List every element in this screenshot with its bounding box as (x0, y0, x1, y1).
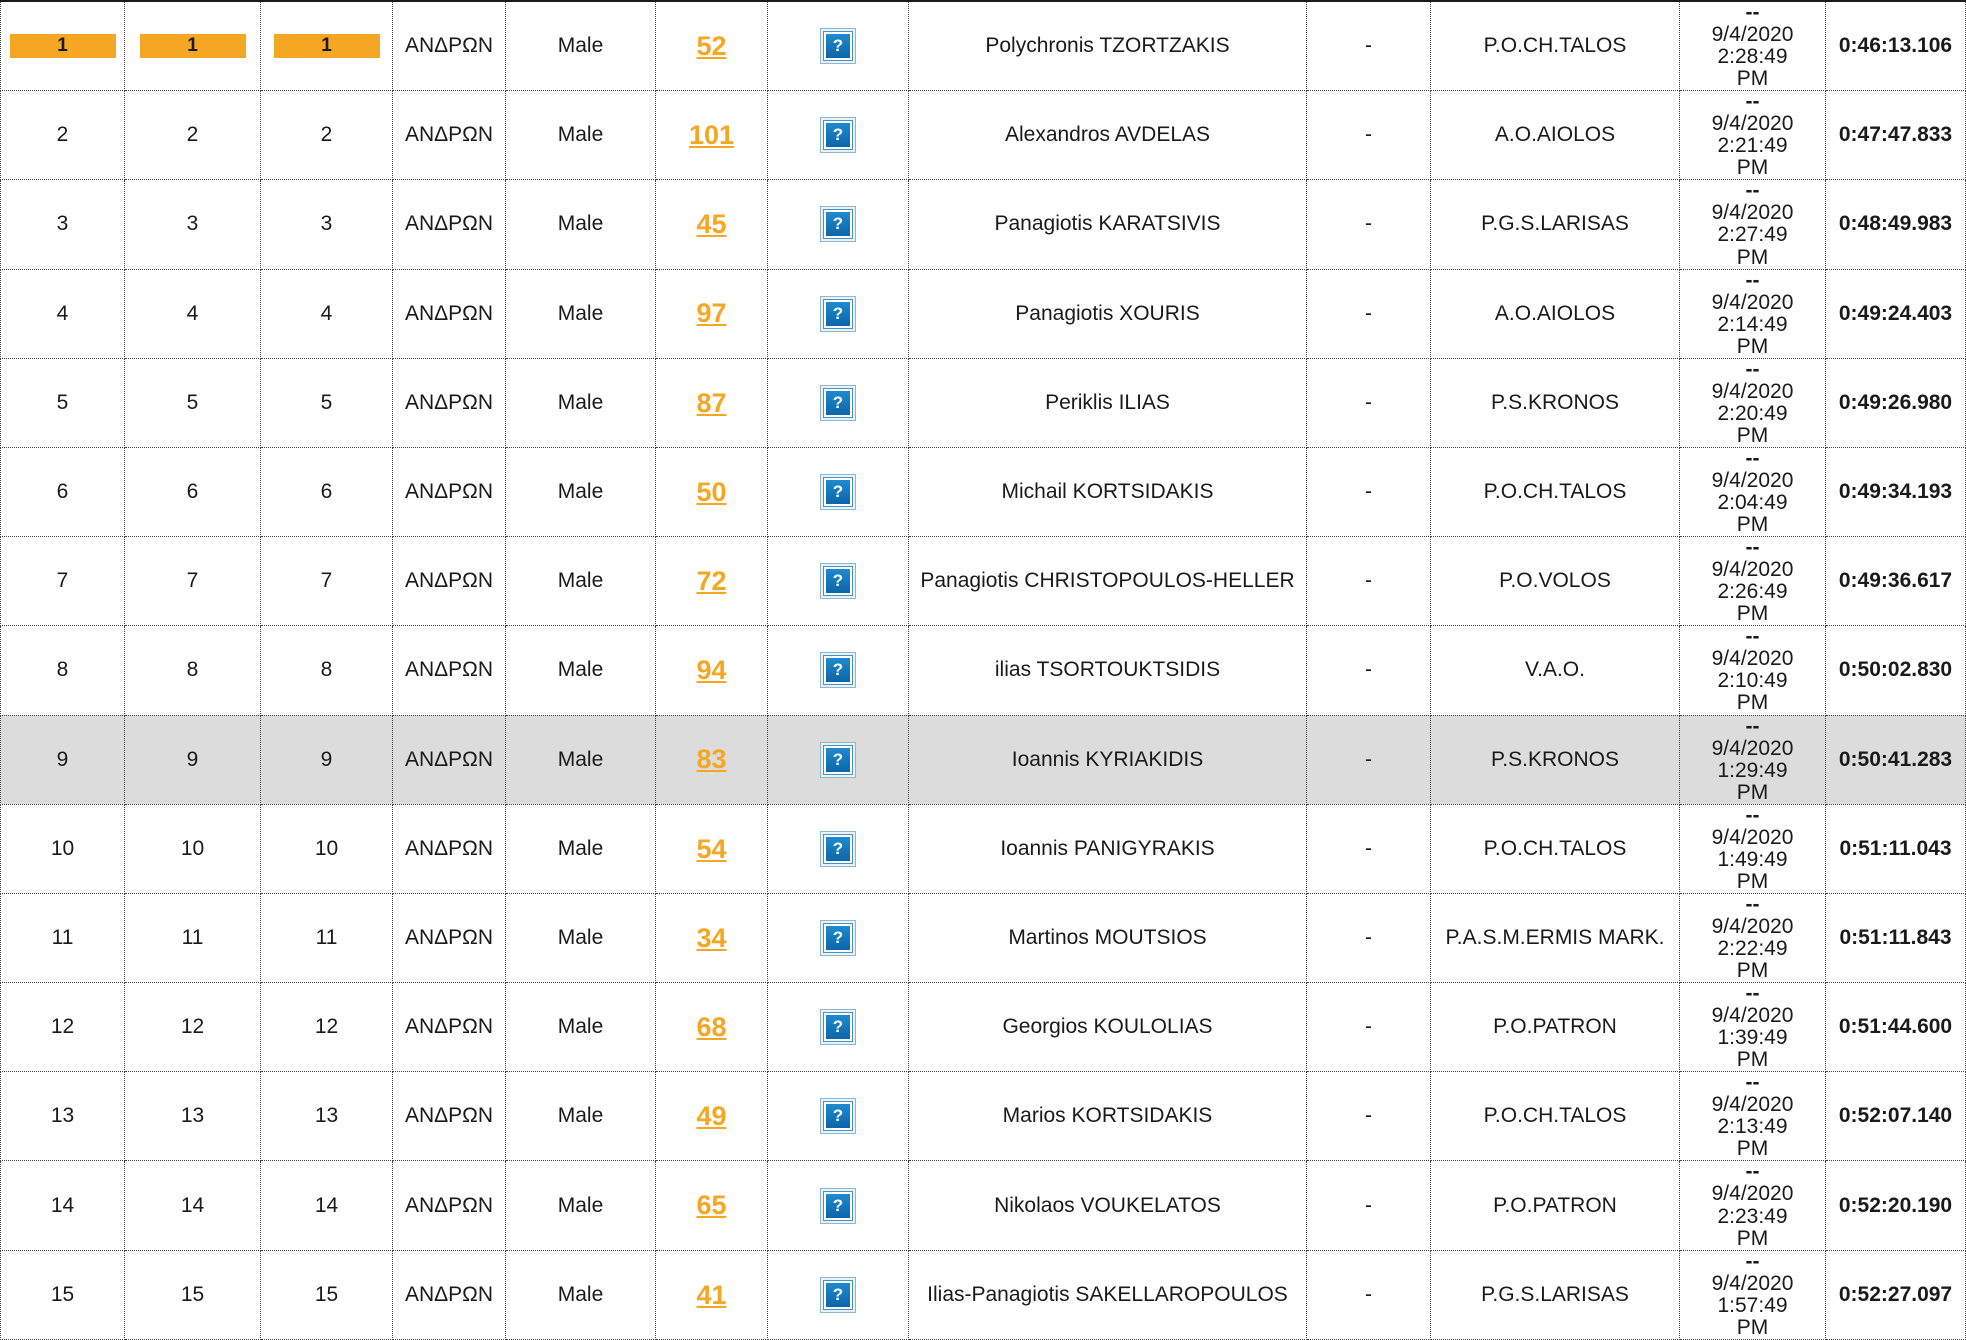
elapsed-time: 0:51:11.843 (1826, 893, 1966, 982)
country: - (1307, 269, 1431, 358)
gender: Male (506, 1250, 656, 1339)
gender: Male (506, 537, 656, 626)
gender-position: 4 (261, 269, 393, 358)
athlete-name: Ilias-Panagiotis SAKELLAROPOULOS (909, 1250, 1307, 1339)
category: ΑΝΔΡΩΝ (393, 447, 506, 536)
elapsed-time: 0:50:41.283 (1826, 715, 1966, 804)
time-of-day-cell (1680, 447, 1826, 536)
gender-position: 7 (261, 537, 393, 626)
question-mark-glyph: ? (824, 300, 852, 328)
question-mark-icon[interactable] (820, 920, 856, 956)
time-date: 9/4/2020 2:20:49 (1711, 379, 1794, 425)
question-mark-icon[interactable] (820, 742, 856, 778)
category: ΑΝΔΡΩΝ (393, 358, 506, 447)
overall-position (1, 1, 125, 91)
elapsed-time: 0:50:02.830 (1826, 626, 1966, 715)
time-placeholder: -- (1745, 1, 1760, 24)
country: - (1307, 91, 1431, 180)
info-cell (768, 1250, 909, 1339)
gender-position: 3 (261, 180, 393, 269)
overall-position: 15 (1, 1250, 125, 1339)
category-position: 8 (125, 626, 261, 715)
athlete-name: Michail KORTSIDAKIS (909, 447, 1307, 536)
overall-position: 7 (1, 537, 125, 626)
country: - (1307, 358, 1431, 447)
time-placeholder: -- (1745, 803, 1760, 827)
question-mark-glyph: ? (824, 1102, 852, 1130)
athlete-name: Marios KORTSIDAKIS (909, 1072, 1307, 1161)
info-cell (768, 893, 909, 982)
time-of-day-cell (1680, 91, 1826, 180)
time-of-day-cell (1680, 1250, 1826, 1339)
time-placeholder: -- (1745, 179, 1760, 203)
bib-link[interactable]: 49 (696, 1101, 727, 1132)
bib-link[interactable]: 50 (696, 476, 727, 507)
club: P.S.KRONOS (1431, 715, 1680, 804)
category-position: 4 (125, 269, 261, 358)
gender-position: 14 (261, 1161, 393, 1250)
question-mark-icon[interactable] (820, 385, 856, 421)
bib-link[interactable]: 52 (696, 30, 727, 61)
athlete-name: ilias TSORTOUKTSIDIS (909, 626, 1307, 715)
time-of-day-cell (1680, 1072, 1826, 1161)
bib-link[interactable]: 65 (696, 1190, 727, 1221)
athlete-name: Polychronis TZORTZAKIS (909, 1, 1307, 91)
athlete-name: Martinos MOUTSIOS (909, 893, 1307, 982)
country: - (1307, 1072, 1431, 1161)
question-mark-icon[interactable] (820, 1277, 856, 1313)
time-date: 9/4/2020 1:57:49 (1711, 1271, 1794, 1317)
club: P.O.CH.TALOS (1431, 804, 1680, 893)
club: P.O.CH.TALOS (1431, 1, 1680, 91)
time-ampm: PM (1736, 156, 1769, 180)
time-date: 9/4/2020 1:49:49 (1711, 825, 1794, 871)
elapsed-time: 0:52:20.190 (1826, 1161, 1966, 1250)
time-of-day-cell (1680, 804, 1826, 893)
category: ΑΝΔΡΩΝ (393, 1250, 506, 1339)
country: - (1307, 893, 1431, 982)
category: ΑΝΔΡΩΝ (393, 91, 506, 180)
country: - (1307, 537, 1431, 626)
gender-position (261, 1, 393, 91)
bib-cell (656, 1161, 768, 1250)
info-cell (768, 804, 909, 893)
club: P.O.PATRON (1431, 983, 1680, 1072)
category-position: 14 (125, 1161, 261, 1250)
country: - (1307, 180, 1431, 269)
bib-cell (656, 91, 768, 180)
category: ΑΝΔΡΩΝ (393, 537, 506, 626)
info-cell (768, 715, 909, 804)
table-row[interactable] (1, 358, 1966, 447)
time-date: 9/4/2020 1:29:49 (1711, 736, 1794, 782)
elapsed-time: 0:51:11.043 (1826, 804, 1966, 893)
category-position: 3 (125, 180, 261, 269)
gender: Male (506, 715, 656, 804)
category: ΑΝΔΡΩΝ (393, 626, 506, 715)
table-row[interactable] (1, 447, 1966, 536)
athlete-name: Georgios KOULOLIAS (909, 983, 1307, 1072)
gender-position: 5 (261, 358, 393, 447)
club: A.O.AIOLOS (1431, 269, 1680, 358)
time-placeholder: -- (1745, 536, 1760, 560)
info-cell (768, 537, 909, 626)
question-mark-glyph: ? (824, 389, 852, 417)
overall-position: 3 (1, 180, 125, 269)
bib-link[interactable]: 54 (696, 833, 727, 864)
time-date: 9/4/2020 1:39:49 (1711, 1004, 1794, 1050)
gender: Male (506, 1072, 656, 1161)
club: P.G.S.LARISAS (1431, 180, 1680, 269)
category: ΑΝΔΡΩΝ (393, 893, 506, 982)
overall-position: 4 (1, 269, 125, 358)
gender: Male (506, 358, 656, 447)
time-ampm: PM (1736, 869, 1769, 893)
gender-position: 8 (261, 626, 393, 715)
category: ΑΝΔΡΩΝ (393, 180, 506, 269)
time-date: 9/4/2020 2:23:49 (1711, 1182, 1794, 1228)
time-placeholder: -- (1745, 90, 1760, 114)
question-mark-glyph: ? (824, 924, 852, 952)
gender: Male (506, 269, 656, 358)
table-row[interactable] (1, 269, 1966, 358)
bib-cell (656, 893, 768, 982)
time-placeholder: -- (1745, 714, 1760, 738)
category-position-badge: 1 (140, 34, 246, 58)
category: ΑΝΔΡΩΝ (393, 1161, 506, 1250)
question-mark-glyph: ? (824, 210, 852, 238)
info-cell (768, 91, 909, 180)
time-of-day-cell (1680, 1161, 1826, 1250)
category-position: 12 (125, 983, 261, 1072)
gender: Male (506, 1161, 656, 1250)
time-date: 9/4/2020 2:28:49 (1711, 23, 1794, 69)
question-mark-glyph: ? (824, 1013, 852, 1041)
club: P.S.KRONOS (1431, 358, 1680, 447)
gender: Male (506, 91, 656, 180)
time-date: 9/4/2020 2:21:49 (1711, 112, 1794, 158)
time-placeholder: -- (1745, 892, 1760, 916)
overall-position: 8 (1, 626, 125, 715)
time-of-day-cell (1680, 715, 1826, 804)
question-mark-glyph: ? (824, 656, 852, 684)
bib-cell (656, 447, 768, 536)
gender-position: 6 (261, 447, 393, 536)
time-ampm: PM (1736, 691, 1769, 715)
bib-cell (656, 1072, 768, 1161)
table-row[interactable] (1, 91, 1966, 180)
gender: Male (506, 626, 656, 715)
time-placeholder: -- (1745, 357, 1760, 381)
info-cell (768, 1072, 909, 1161)
overall-position-badge: 1 (10, 34, 116, 58)
bib-link[interactable]: 72 (696, 566, 727, 597)
question-mark-icon[interactable] (820, 1188, 856, 1224)
question-mark-icon[interactable] (820, 474, 856, 510)
overall-position: 12 (1, 983, 125, 1072)
category: ΑΝΔΡΩΝ (393, 1, 506, 91)
bib-link[interactable]: 94 (696, 655, 727, 686)
time-of-day-cell (1680, 626, 1826, 715)
category: ΑΝΔΡΩΝ (393, 983, 506, 1072)
overall-position: 10 (1, 804, 125, 893)
category-position: 11 (125, 893, 261, 982)
time-ampm: PM (1736, 1048, 1769, 1072)
time-placeholder: -- (1745, 1160, 1760, 1184)
time-of-day-cell (1680, 180, 1826, 269)
elapsed-time: 0:47:47.833 (1826, 91, 1966, 180)
club: P.G.S.LARISAS (1431, 1250, 1680, 1339)
country: - (1307, 1, 1431, 91)
time-placeholder: -- (1745, 268, 1760, 292)
results-body (1, 1, 1966, 1339)
bib-link[interactable]: 45 (696, 209, 727, 240)
bib-link[interactable]: 41 (696, 1279, 727, 1310)
gender-position: 15 (261, 1250, 393, 1339)
question-mark-icon[interactable] (820, 117, 856, 153)
overall-position: 6 (1, 447, 125, 536)
info-cell (768, 1161, 909, 1250)
overall-position: 14 (1, 1161, 125, 1250)
category: ΑΝΔΡΩΝ (393, 715, 506, 804)
bib-cell (656, 804, 768, 893)
category: ΑΝΔΡΩΝ (393, 1072, 506, 1161)
time-placeholder: -- (1745, 1249, 1760, 1273)
time-ampm: PM (1736, 780, 1769, 804)
elapsed-time: 0:48:49.983 (1826, 180, 1966, 269)
time-date: 9/4/2020 2:04:49 (1711, 468, 1794, 515)
time-ampm: PM (1736, 245, 1769, 269)
time-date: 9/4/2020 2:26:49 (1711, 558, 1794, 604)
bib-cell (656, 983, 768, 1072)
overall-position: 2 (1, 91, 125, 180)
country: - (1307, 1250, 1431, 1339)
country: - (1307, 715, 1431, 804)
category-position (125, 1, 261, 91)
club: A.O.AIOLOS (1431, 91, 1680, 180)
country: - (1307, 983, 1431, 1072)
time-placeholder: -- (1745, 982, 1760, 1006)
bib-link[interactable]: 87 (696, 387, 727, 418)
table-row[interactable] (1, 1072, 1966, 1161)
time-of-day-cell (1680, 983, 1826, 1072)
gender-position: 13 (261, 1072, 393, 1161)
table-row[interactable] (1, 1, 1966, 91)
gender-position-badge: 1 (274, 34, 380, 58)
question-mark-glyph: ? (824, 835, 852, 863)
category-position: 6 (125, 447, 261, 536)
gender: Male (506, 447, 656, 536)
time-of-day-cell (1680, 358, 1826, 447)
time-date: 9/4/2020 2:27:49 (1711, 201, 1794, 247)
category-position: 10 (125, 804, 261, 893)
time-placeholder: -- (1745, 1071, 1760, 1095)
time-placeholder: -- (1745, 625, 1760, 649)
category: ΑΝΔΡΩΝ (393, 269, 506, 358)
gender-position: 11 (261, 893, 393, 982)
club: P.A.S.M.ERMIS MARK. (1431, 893, 1680, 982)
athlete-name: Periklis ILIAS (909, 358, 1307, 447)
question-mark-icon[interactable] (820, 206, 856, 242)
bib-cell (656, 537, 768, 626)
athlete-name: Ioannis KYRIAKIDIS (909, 715, 1307, 804)
table-row[interactable] (1, 626, 1966, 715)
bib-link[interactable]: 68 (696, 1011, 727, 1042)
gender: Male (506, 804, 656, 893)
elapsed-time: 0:51:44.600 (1826, 983, 1966, 1072)
time-ampm: PM (1736, 1315, 1769, 1339)
question-mark-icon[interactable] (820, 28, 856, 64)
overall-position: 11 (1, 893, 125, 982)
bib-cell (656, 626, 768, 715)
bib-cell (656, 715, 768, 804)
time-ampm: PM (1736, 959, 1769, 983)
elapsed-time: 0:49:24.403 (1826, 269, 1966, 358)
overall-position: 9 (1, 715, 125, 804)
question-mark-icon[interactable] (820, 652, 856, 688)
time-date: 9/4/2020 2:14:49 (1711, 290, 1794, 336)
question-mark-glyph: ? (824, 1281, 852, 1309)
athlete-name: Panagiotis CHRISTOPOULOS-HELLER (909, 537, 1307, 626)
question-mark-glyph: ? (824, 121, 852, 149)
question-mark-icon[interactable] (820, 1009, 856, 1045)
time-ampm: PM (1736, 334, 1769, 358)
info-cell (768, 1, 909, 91)
table-row[interactable] (1, 1161, 1966, 1250)
gender-position: 10 (261, 804, 393, 893)
question-mark-glyph: ? (824, 478, 852, 506)
elapsed-time: 0:52:07.140 (1826, 1072, 1966, 1161)
bib-cell (656, 1250, 768, 1339)
club: P.O.VOLOS (1431, 537, 1680, 626)
question-mark-icon[interactable] (820, 296, 856, 332)
category-position: 13 (125, 1072, 261, 1161)
question-mark-glyph: ? (824, 746, 852, 774)
time-ampm: PM (1736, 513, 1769, 537)
category-position: 7 (125, 537, 261, 626)
category-position: 15 (125, 1250, 261, 1339)
gender-position: 2 (261, 91, 393, 180)
country: - (1307, 447, 1431, 536)
bib-link[interactable]: 97 (696, 298, 727, 329)
time-placeholder: -- (1745, 446, 1760, 470)
gender-position: 9 (261, 715, 393, 804)
gender-position: 12 (261, 983, 393, 1072)
gender: Male (506, 893, 656, 982)
country: - (1307, 804, 1431, 893)
bib-cell (656, 358, 768, 447)
bib-link[interactable]: 83 (696, 744, 727, 775)
time-date: 9/4/2020 2:22:49 (1711, 914, 1794, 960)
question-mark-glyph: ? (824, 32, 852, 60)
info-cell (768, 180, 909, 269)
time-of-day-cell (1680, 537, 1826, 626)
elapsed-time: 0:49:26.980 (1826, 358, 1966, 447)
table-row[interactable] (1, 983, 1966, 1072)
question-mark-icon[interactable] (820, 1098, 856, 1134)
athlete-name: Panagiotis KARATSIVIS (909, 180, 1307, 269)
category-position: 9 (125, 715, 261, 804)
country: - (1307, 1161, 1431, 1250)
time-ampm: PM (1736, 602, 1769, 626)
time-ampm: PM (1736, 67, 1769, 91)
time-date: 9/4/2020 2:10:49 (1711, 647, 1794, 693)
elapsed-time: 0:46:13.106 (1826, 1, 1966, 91)
time-of-day-cell (1680, 1, 1826, 91)
elapsed-time: 0:49:34.193 (1826, 447, 1966, 536)
time-of-day-cell (1680, 269, 1826, 358)
bib-link[interactable]: 101 (688, 120, 735, 151)
question-mark-icon[interactable] (820, 563, 856, 599)
gender: Male (506, 983, 656, 1072)
gender: Male (506, 1, 656, 91)
time-date: 9/4/2020 2:13:49 (1711, 1093, 1794, 1139)
question-mark-glyph: ? (824, 567, 852, 595)
club: P.O.CH.TALOS (1431, 447, 1680, 536)
club: V.A.O. (1431, 626, 1680, 715)
elapsed-time: 0:49:36.617 (1826, 537, 1966, 626)
country: - (1307, 626, 1431, 715)
question-mark-glyph: ? (824, 1192, 852, 1220)
table-row[interactable] (1, 893, 1966, 982)
club: P.O.CH.TALOS (1431, 1072, 1680, 1161)
info-cell (768, 626, 909, 715)
info-cell (768, 447, 909, 536)
category: ΑΝΔΡΩΝ (393, 804, 506, 893)
overall-position: 13 (1, 1072, 125, 1161)
question-mark-icon[interactable] (820, 831, 856, 867)
bib-cell (656, 269, 768, 358)
table-row[interactable] (1, 715, 1966, 804)
time-ampm: PM (1736, 1137, 1769, 1161)
info-cell (768, 358, 909, 447)
table-row[interactable] (1, 537, 1966, 626)
table-row[interactable] (1, 180, 1966, 269)
gender: Male (506, 180, 656, 269)
time-of-day-cell (1680, 893, 1826, 982)
elapsed-time: 0:52:27.097 (1826, 1250, 1966, 1339)
table-row[interactable] (1, 1250, 1966, 1339)
bib-link[interactable]: 34 (696, 922, 727, 953)
category-position: 2 (125, 91, 261, 180)
info-cell (768, 269, 909, 358)
athlete-name: Alexandros AVDELAS (909, 91, 1307, 180)
table-row[interactable] (1, 804, 1966, 893)
category-position: 5 (125, 358, 261, 447)
club: P.O.PATRON (1431, 1161, 1680, 1250)
info-cell (768, 983, 909, 1072)
bib-cell (656, 180, 768, 269)
athlete-name: Nikolaos VOUKELATOS (909, 1161, 1307, 1250)
athlete-name: Ioannis PANIGYRAKIS (909, 804, 1307, 893)
athlete-name: Panagiotis XOURIS (909, 269, 1307, 358)
bib-cell (656, 1, 768, 91)
overall-position: 5 (1, 358, 125, 447)
time-ampm: PM (1736, 1226, 1769, 1250)
time-ampm: PM (1736, 423, 1769, 447)
